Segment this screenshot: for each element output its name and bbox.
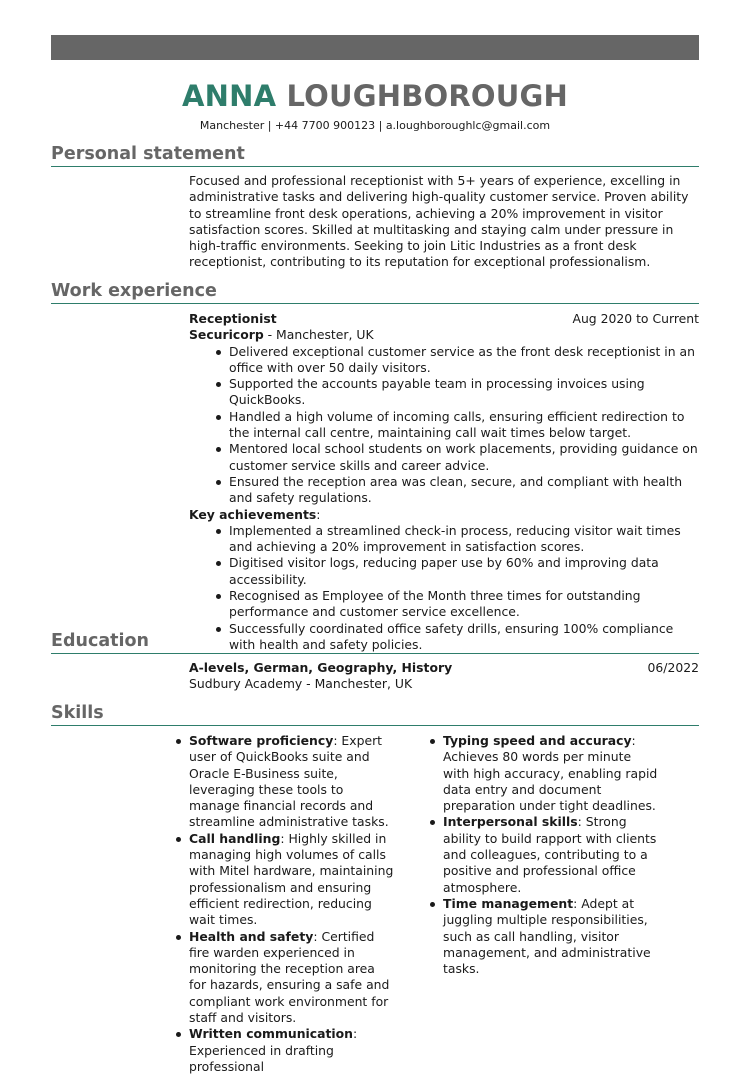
skill-desc: : Strong ability to build rapport with clients and colleagues, contributing to a positive and professional office atmosphere. — [443, 814, 657, 895]
work-experience-heading — [51, 281, 699, 304]
achievements-label: Key achievements — [189, 506, 317, 522]
skill-item — [443, 814, 659, 895]
section-title: Personal statement — [51, 144, 245, 164]
job-company: Securicorp — [189, 327, 264, 343]
education-entry — [189, 660, 699, 693]
list-item: Delivered exceptional customer service as the front desk receptionist in an office with over 50 daily visitors. — [229, 344, 699, 377]
list-item: Handled a high volume of incoming calls, ensuring efficient redirection to the internal call centre, maintaining call wait times below target. — [229, 409, 699, 442]
section-title: Work experience — [51, 281, 217, 301]
school: Sudbury Academy - Manchester, UK — [189, 676, 413, 692]
work-entry — [189, 311, 699, 653]
personal-statement-heading — [51, 144, 699, 167]
education-row — [189, 660, 699, 676]
section-title: Skills — [51, 703, 104, 723]
achievements-label-line: Key achievements: — [189, 506, 321, 522]
list-item: Implemented a streamlined check-in process, reducing visitor wait times and achieving a 20% improvement in satisfaction scores. — [229, 523, 699, 556]
skill-item — [189, 929, 394, 1027]
skill-name: Written communication — [189, 1026, 353, 1042]
section-title: Education — [51, 631, 149, 651]
skill-item — [189, 1026, 394, 1075]
skill-desc: : Achieves 80 words per minute with high accuracy, enabling rapid data entry and document preparation under tight deadlines. — [443, 733, 658, 814]
skill-item — [189, 831, 394, 929]
job-title: Receptionist — [189, 311, 277, 326]
skill-name: Interpersonal skills — [443, 814, 578, 830]
skill-desc: : Experienced in drafting professional — [189, 1026, 358, 1074]
skill-name: Software proficiency — [189, 733, 334, 748]
job-location: - Manchester, UK — [263, 327, 374, 343]
skill-desc: : Highly skilled in managing high volumes of calls with Mitel hardware, maintaining professionalism and ensuring efficient redirection, reducing wait times. — [189, 830, 394, 928]
list-item: Recognised as Employee of the Month three times for outstanding performance and customer service excellence. — [229, 588, 699, 621]
skill-item — [443, 733, 659, 814]
list-item: Successfully coordinated office safety drills, ensuring 100% compliance with health and safety policies. — [229, 621, 699, 654]
skills-left-list — [149, 733, 404, 1075]
list-item: Ensured the reception area was clean, secure, and compliant with health and safety regulations. — [229, 474, 699, 507]
job-company-line — [189, 327, 699, 343]
skill-name: Call handling — [189, 830, 281, 846]
job-dates: Aug 2020 to Current — [572, 311, 699, 326]
skills-grid — [149, 733, 699, 1075]
skill-name: Typing speed and accuracy — [443, 733, 632, 748]
list-item: Digitised visitor logs, reducing paper use by 60% and improving data accessibility. — [229, 555, 699, 588]
skill-item — [189, 733, 394, 831]
skills-heading — [51, 703, 699, 726]
candidate-name — [0, 78, 750, 114]
skills-right-list — [404, 733, 659, 1075]
list-item: Supported the accounts payable team in processing invoices using QuickBooks. — [229, 376, 699, 409]
skill-desc: : Certified fire warden experienced in monitoring the reception area for hazards, ensuring a safe and compliant work environment for staff and visitors. — [189, 928, 390, 1026]
contact-line: Manchester | +44 7700 900123 | a.loughboroughlc@gmail.com — [199, 119, 551, 132]
duties-list — [189, 344, 699, 507]
skill-item — [443, 896, 659, 977]
skill-desc: : Expert user of QuickBooks suite and Oracle E-Business suite, leveraging these tools to manage financial records and streamline administrative tasks. — [189, 733, 389, 830]
skill-desc: : Adept at juggling multiple responsibilities, such as call handling, visitor management, and administrative tasks. — [443, 895, 651, 977]
skill-name: Time management — [443, 895, 574, 911]
education-heading — [51, 631, 699, 654]
personal-statement-text: Focused and professional receptionist with 5+ years of experience, excelling in administrative tasks and delivering high-quality customer service. Proven ability to streamline front desk operations, achieving a 20% improvement in visitor satisfaction scores. Skilled at multitasking and staying calm under pressure in high-traffic environments. Seeking to join Litic Industries as a front desk receptionist, contributing to its reputation for exceptional professionalism. — [189, 173, 689, 270]
header-bar — [51, 35, 699, 60]
last-name: LOUGHBOROUGH — [286, 79, 568, 113]
education-date: 06/2022 — [647, 660, 699, 675]
skill-name: Health and safety — [189, 928, 314, 944]
work-title-row — [189, 311, 699, 327]
list-item: Mentored local school students on work placements, providing guidance on customer service skills and career advice. — [229, 441, 698, 473]
first-name: ANNA — [181, 79, 277, 113]
qualification: A-levels, German, Geography, History — [189, 660, 453, 675]
